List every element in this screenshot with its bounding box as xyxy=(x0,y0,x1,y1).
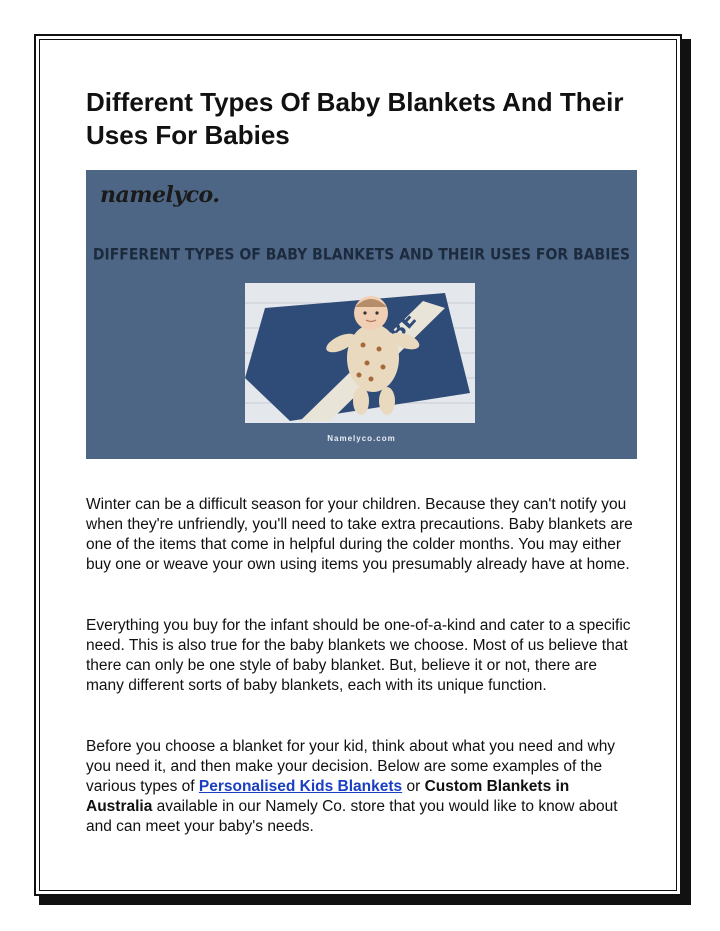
article-title: Different Types Of Baby Blankets And Their Uses For Babies xyxy=(86,87,624,150)
paragraph-intro: Winter can be a difficult season for your children. Because they can't notify you when they're unfriendly, you'll need to take extra precautions. Baby blankets are one of the items that come in helpful during the colder months. You may either buy one or weave your own using items you presumably already have at home. xyxy=(86,496,633,573)
paragraph3-text-start: Before you choose a blanket for your kid, think about what you need and why you need it, and then make your decision. Below are some examples of the various types of xyxy=(86,738,616,795)
paragraph-choose-blanket xyxy=(86,737,638,837)
hero-image xyxy=(86,170,637,459)
baby-on-blanket-illustration xyxy=(245,283,475,423)
baby-blanket-photo xyxy=(245,283,475,423)
paragraph3-text-end: available in our Namely Co. store that you would like to know about and can meet your baby's needs. xyxy=(86,798,618,835)
hero-banner-title: DIFFERENT TYPES OF BABY BLANKETS AND THEIR USES FOR BABIES xyxy=(92,245,631,265)
paragraph-unique-needs: Everything you buy for the infant should be one-of-a-kind and cater to a specific need. This is also true for the baby blankets we choose. Most of us believe that there can only be one style of baby blanket. But, believe it or not, there are many different sorts of baby blankets, each with its unique function. xyxy=(86,617,631,694)
paragraph3-text-or: or xyxy=(402,778,425,795)
personalised-kids-blankets-link[interactable]: Personalised Kids Blankets xyxy=(198,778,403,795)
brand-logo: namelyco. xyxy=(100,182,220,208)
hero-footer-url: Namelyco.com xyxy=(327,434,396,443)
custom-blankets-bold: Custom Blankets in Australia xyxy=(86,778,570,815)
